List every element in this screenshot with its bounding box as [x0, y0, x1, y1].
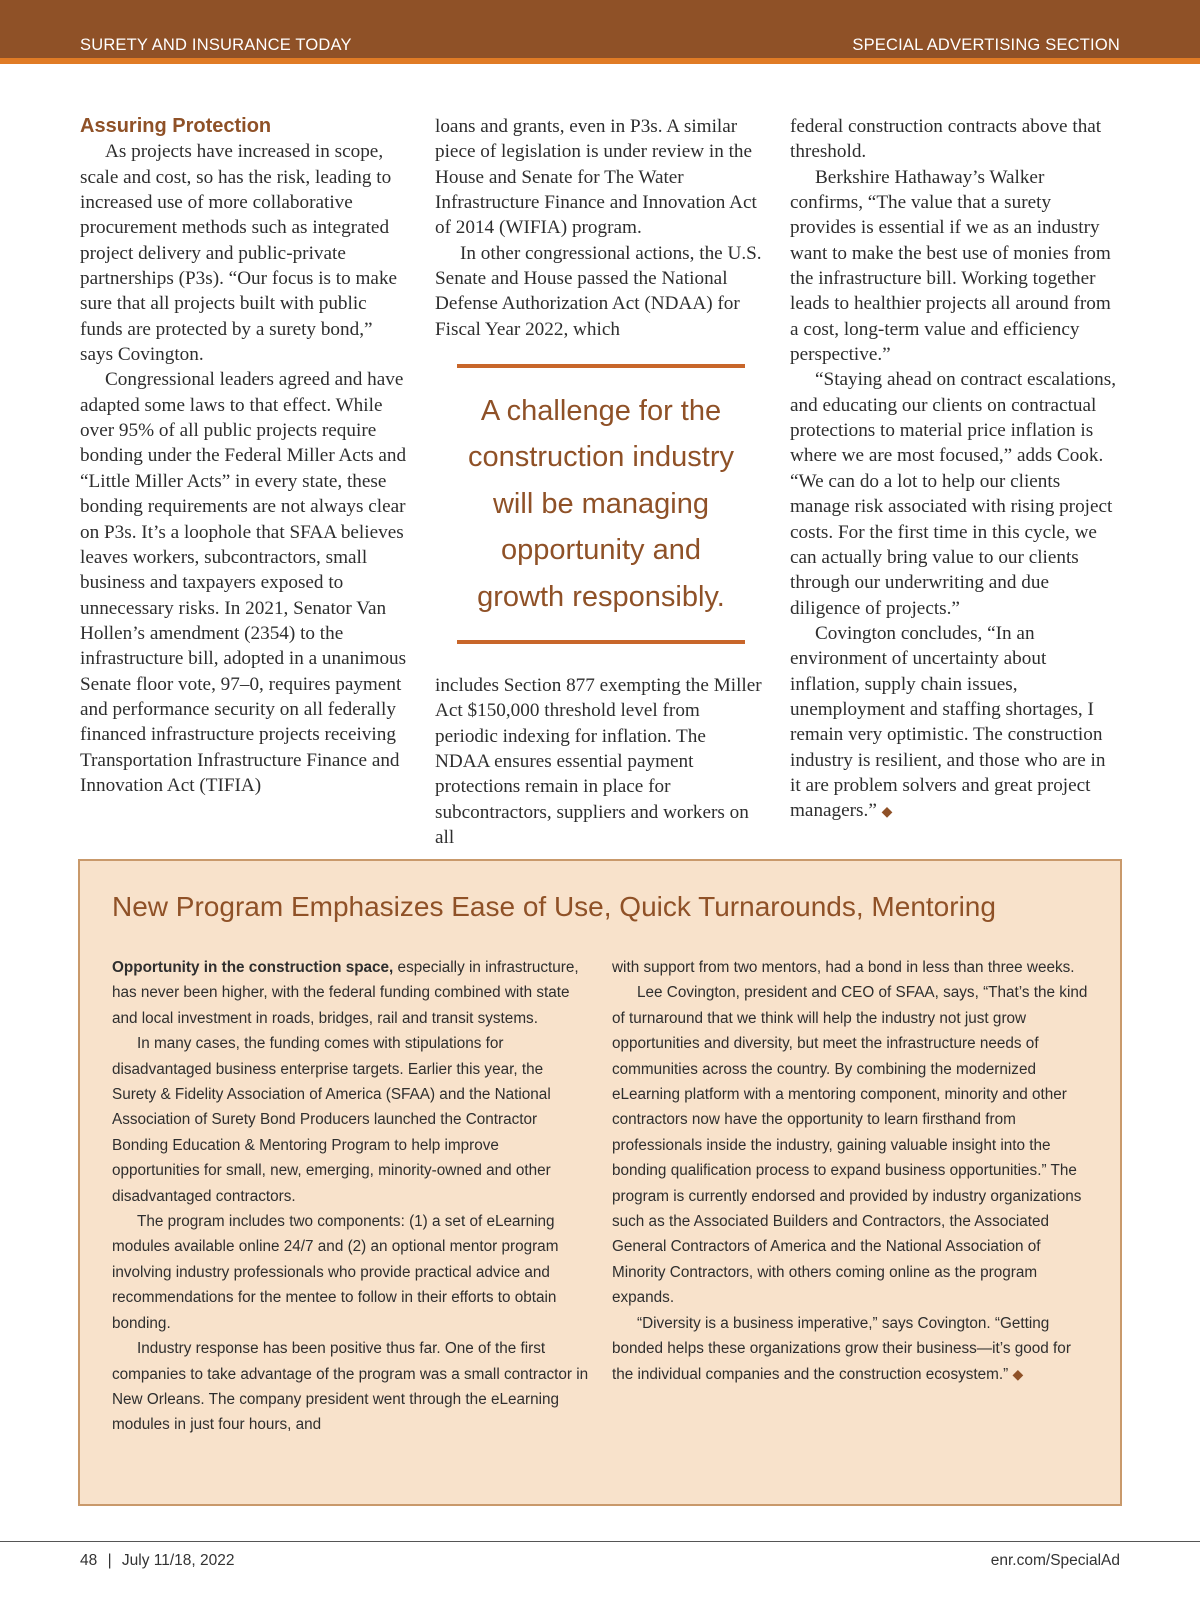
page-number: 48 — [80, 1552, 98, 1569]
article-paragraph: loans and grants, even in P3s. A similar piece of legislation is under review in the House and Senate for The Water Infrastructure Finance and Innovation Act of 2014 (WIFIA) program. — [435, 116, 757, 239]
section-label: SPECIAL ADVERTISING SECTION — [852, 36, 1120, 54]
sidebar-paragraph: The program includes two components: (1) a set of eLearning modules available online 24/7 and (2) an optional mentor program involving industry professionals who provide practical advice and recommendations for the mentee to follow in their efforts to obtain bonding. — [112, 1213, 559, 1332]
article-paragraph-text: Covington concludes, “In an environment of uncertainty about inflation, supply chain issues, unemployment and staffing shortages, I remain very optimistic. The construction industry is resilient, and those who are in it are problem solvers and great project managers.” — [790, 622, 1106, 822]
sidebar-column-1 — [112, 955, 590, 1438]
footer-folio — [80, 1552, 235, 1570]
sidebar-paragraph: In many cases, the funding comes with stipulations for disadvantaged business enterprise targets. Earlier this year, the Surety & Fidelity Association of America (SFAA) and the National Association of Surety Bond Producers launched the Contractor Bonding Education & Mentoring Program to help improve opportunities for small, new, emerging, minority-owned and other disadvantaged contractors. — [112, 1035, 551, 1205]
sidebar-column-2 — [612, 955, 1090, 1387]
publication-name: SURETY AND INSURANCE TODAY — [80, 36, 352, 54]
sidebar-title: New Program Emphasizes Ease of Use, Quick Turnarounds, Mentoring — [112, 891, 996, 922]
article-column-3 — [790, 114, 1120, 826]
pull-quote-text: A challenge for the construction industry will be managing opportunity and growth responsibly. — [468, 394, 734, 613]
sidebar-paragraph — [612, 1311, 1090, 1387]
end-mark-icon: ◆ — [881, 805, 893, 821]
article-column-2 — [435, 114, 765, 342]
article-column-1 — [80, 114, 410, 798]
sidebar-box — [78, 859, 1122, 1506]
article-paragraph: As projects have increased in scope, scale and cost, so has the risk, leading to increased use of more collaborative procurement methods such as integrated project delivery and public-private partnerships (P3s). “Our focus is to make sure that all projects built with public funds are protected by a surety bond,” says Covington. — [80, 141, 398, 366]
footer-divider — [0, 1541, 1200, 1542]
sidebar-paragraph — [112, 955, 590, 1031]
sidebar-paragraph: Industry response has been positive thus far. One of the first companies to take advantage of the program was a small contractor in New Orleans. The company president went through the eLearning modules in just four hours, and — [112, 1340, 589, 1434]
sidebar-paragraph: Lee Covington, president and CEO of SFAA, says, “That’s the kind of turnaround that we think will help the industry not just grow opportunities and diversity, but meet the infrastructure needs of communities across the country. By combining the modernized eLearning platform with a mentoring component, minority and other contractors now have the opportunity to learn firsthand from professionals inside the industry, gaining valuable insight into the bonding qualification process to expand business opportunities.” The program is currently endorsed and provided by industry organizations such as the Associated Builders and Contractors, the Associated General Contractors of America and the National Association of Minority Contractors, with others coming online as the program expands. — [612, 984, 1088, 1307]
footer-url: enr.com/SpecialAd — [990, 1552, 1120, 1569]
article-paragraph — [790, 621, 1120, 826]
article-paragraph: Congressional leaders agreed and have adapted some laws to that effect. While over 95% of all public projects require bonding under the Federal Miller Acts and “Little Miller Acts” in every state, these bonding requirements are not always clear on P3s. It’s a loophole that SFAA believes leaves workers, subcontractors, small business and taxpayers exposed to unnecessary risks. In 2021, Senator Van Hollen’s amendment (2354) to the infrastructure bill, adopted in a unanimous Senate floor vote, 97–0, requires payment and performance security on all federally financed infrastructure projects receiving Transportation Infrastructure Finance and Innovation Act (TIFIA) — [80, 369, 407, 796]
article-column-2-continued — [435, 673, 765, 850]
article-paragraph: includes Section 877 exempting the Miller Act $150,000 threshold level from periodic indexing for inflation. The NDAA ensures essential payment protections remain in place for subcontractors, suppliers and workers on all — [435, 675, 762, 849]
sidebar-lead-in: Opportunity in the construction space, — [112, 959, 394, 976]
footer-separator: | — [107, 1552, 112, 1569]
article-paragraph: Berkshire Hathaway’s Walker confirms, “The value that a surety provides is essential if we as an industry want to make the best use of monies from the infrastructure bill. Working together leads to healthier projects all around from a cost, long-term value and efficiency perspective.” — [790, 166, 1111, 366]
article-paragraph: federal construction contracts above that threshold. — [790, 116, 1102, 163]
sidebar-paragraph-text: especially in infrastructure, has never been higher, with the federal funding combined with state and local investment in roads, bridges, rail and transit systems. — [112, 959, 579, 1027]
page-header — [0, 0, 1200, 64]
article-subhead: Assuring Protection — [80, 115, 272, 137]
pull-quote — [457, 364, 745, 644]
end-mark-icon: ◆ — [1012, 1365, 1024, 1382]
sidebar-paragraph: with support from two mentors, had a bond in less than three weeks. — [612, 959, 1075, 976]
article-paragraph: In other congressional actions, the U.S. Senate and House passed the National Defense Authorization Act (NDAA) for Fiscal Year 2022, which — [435, 242, 762, 340]
article-paragraph: “Staying ahead on contract escalations, and educating our clients on contractual protections to material price inflation is where we are most focused,” adds Cook. “We can do a lot to help our clients manage risk associated with rising project costs. For the first time in this cycle, we can actually bring value to our clients through our underwriting and due diligence of projects.” — [790, 369, 1117, 619]
issue-date: July 11/18, 2022 — [121, 1552, 235, 1569]
sidebar-paragraph-text: “Diversity is a business imperative,” says Covington. “Getting bonded helps these organizations grow their business—it’s good for the individual companies and the construction ecosystem.” — [612, 1314, 1071, 1383]
